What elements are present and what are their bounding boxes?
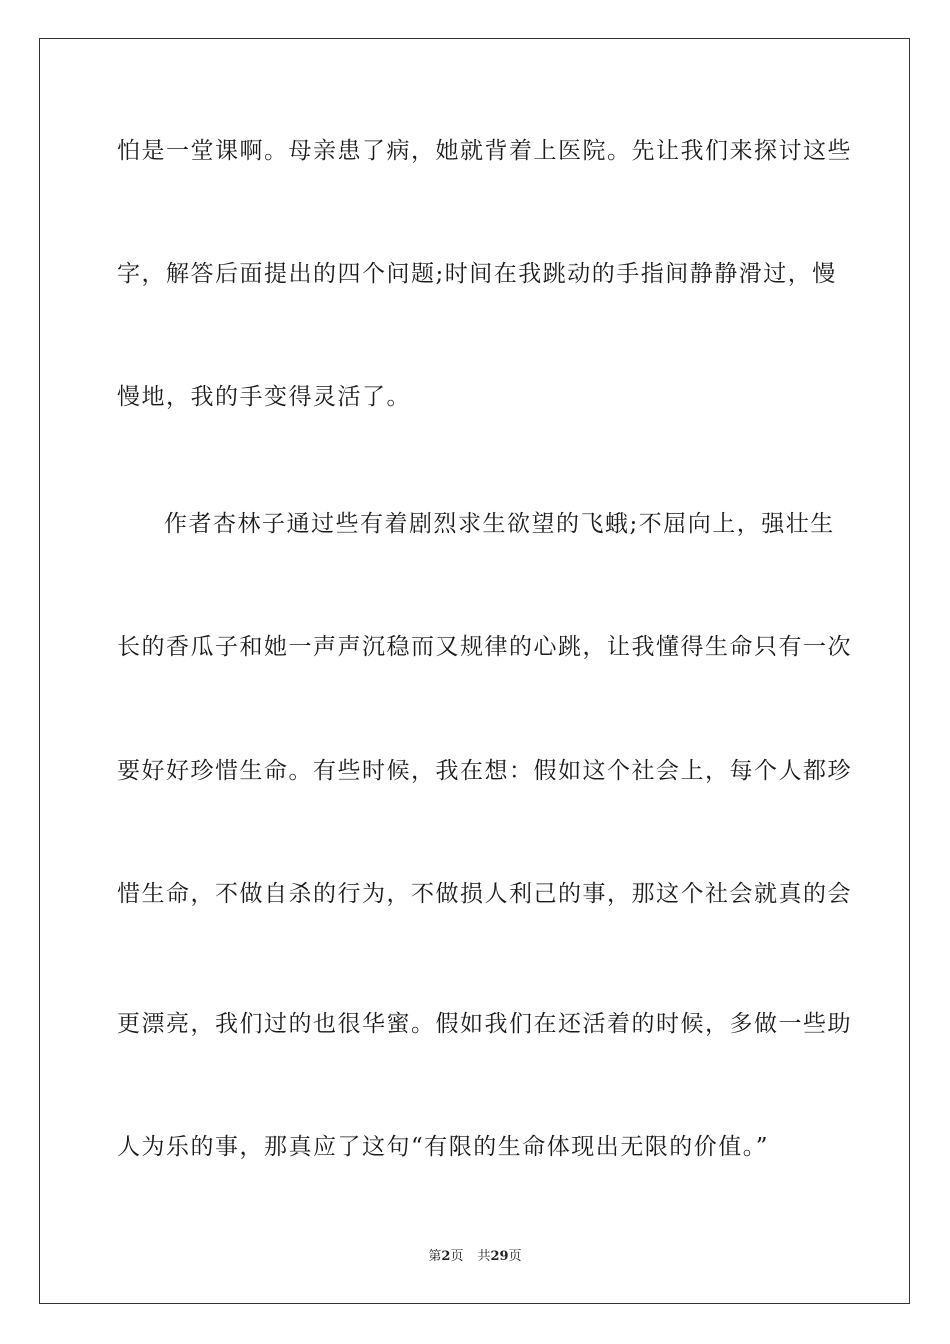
text-line-4: 作者杏林子通过些有着剧烈求生欲望的飞蛾;不屈向上，强壮生 bbox=[164, 511, 835, 537]
total-pages: 29 bbox=[490, 1249, 509, 1264]
page-number: 2 bbox=[441, 1249, 451, 1264]
text-line-3: 慢地，我的手变得灵活了。 bbox=[117, 384, 411, 410]
text-line-1: 怕是一堂课啊。母亲患了病，她就背着上医院。先让我们来探讨这些 bbox=[117, 138, 852, 164]
text-line-2: 字，解答后面提出的四个问题;时间在我跳动的手指间静静滑过，慢 bbox=[117, 261, 837, 287]
total-label-prefix: 共 bbox=[477, 1249, 491, 1264]
page-label-prefix: 第 bbox=[428, 1249, 442, 1264]
text-line-6: 要好好珍惜生命。有些时候，我在想：假如这个社会上，每个人都珍 bbox=[117, 758, 852, 784]
text-line-7: 惜生命，不做自杀的行为，不做损人利己的事，那这个社会就真的会 bbox=[117, 881, 852, 907]
text-line-8: 更漂亮，我们过的也很华蜜。假如我们在还活着的时候，多做一些助 bbox=[117, 1011, 852, 1037]
page-footer bbox=[0, 1248, 950, 1266]
text-line-5: 长的香瓜子和她一声声沉稳而又规律的心跳，让我懂得生命只有一次 bbox=[117, 634, 852, 660]
page-border bbox=[39, 38, 910, 1304]
text-line-9: 人为乐的事，那真应了这句“有限的生命体现出无限的价值。” bbox=[117, 1134, 770, 1160]
total-label-suffix: 页 bbox=[508, 1249, 522, 1264]
page-label-suffix: 页 bbox=[450, 1249, 464, 1264]
